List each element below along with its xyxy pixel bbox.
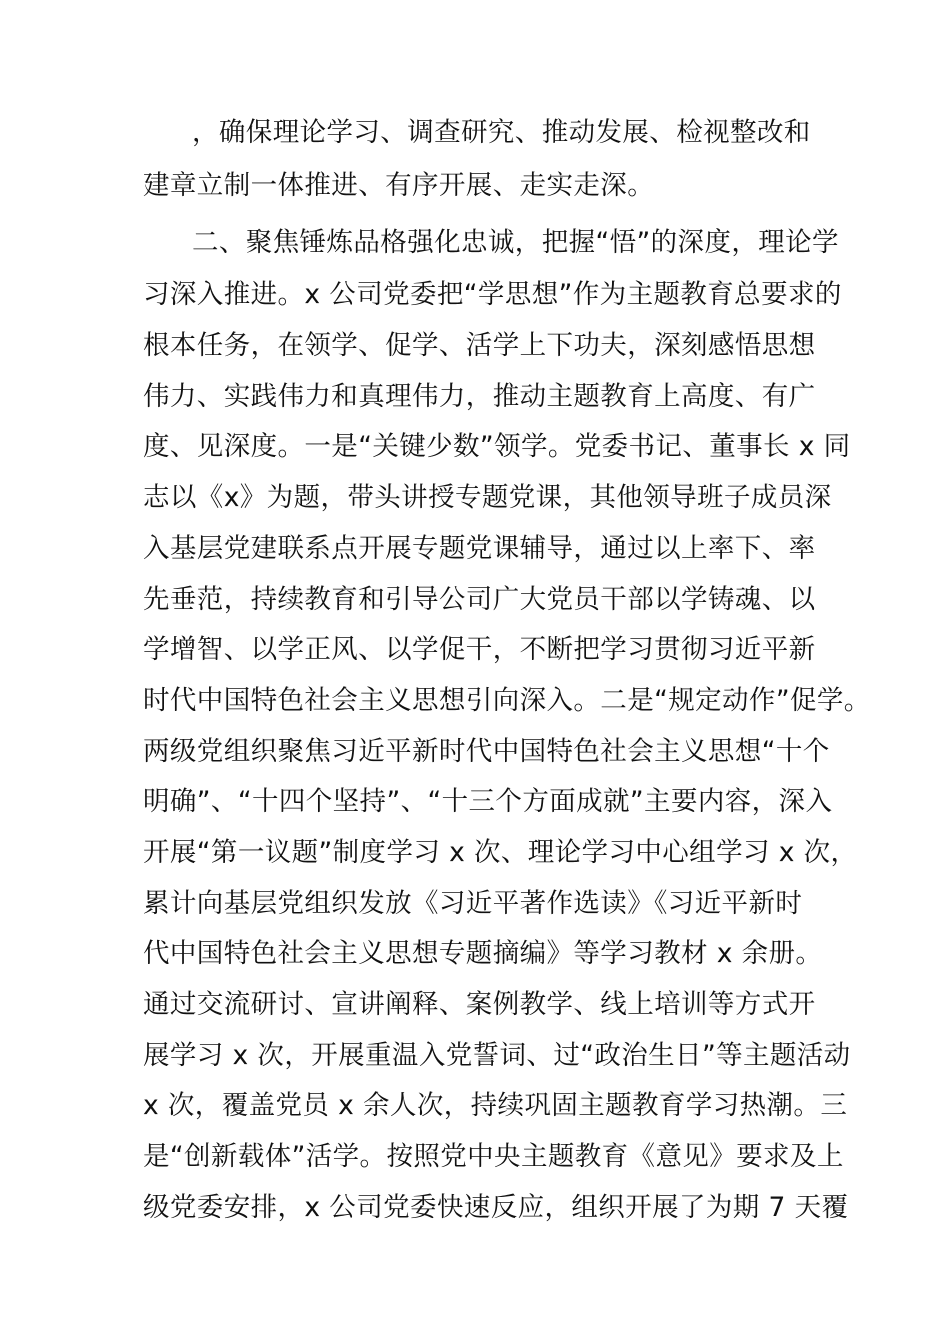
text-line-4: 习深入推进。x 公司党委把“学思想”作为主题教育总要求的 bbox=[143, 279, 842, 310]
text-line-7: 度、见深度。一是“关键少数”领学。党委书记、董事长 x 同 bbox=[143, 431, 851, 462]
text-line-5: 根本任务，在领学、促学、活学上下功夫，深刻感悟思想 bbox=[143, 330, 816, 361]
text-line-15: 开展“第一议题”制度学习 x 次、理论学习中心组学习 x 次， bbox=[143, 837, 858, 868]
text-line-17: 代中国特色社会主义思想专题摘编》等学习教材 x 余册。 bbox=[143, 938, 823, 969]
text-line-21: 是“创新载体”活学。按照党中央主题教育《意见》要求及上 bbox=[143, 1141, 844, 1172]
text-line-18: 通过交流研讨、宣讲阐释、案例教学、线上培训等方式开 bbox=[143, 989, 816, 1020]
text-line-9: 入基层党建联系点开展专题党课辅导，通过以上率下、率 bbox=[143, 533, 816, 564]
text-line-20: x 次，覆盖党员 x 余人次，持续巩固主题教育学习热潮。三 bbox=[143, 1090, 848, 1121]
text-line-2: 建章立制一体推进、有序开展、走实走深。 bbox=[143, 170, 655, 201]
text-line-8: 志以《x》为题，带头讲授专题党课，其他领导班子成员深 bbox=[143, 482, 832, 513]
text-line-6: 伟力、实践伟力和真理伟力，推动主题教育上高度、有广 bbox=[143, 381, 816, 412]
paragraph-heading-line: 二、聚焦锤炼品格强化忠诚，把握“悟”的深度，理论学 bbox=[192, 227, 839, 258]
text-line-10: 先垂范，持续教育和引导公司广大党员干部以学铸魂、以 bbox=[143, 584, 816, 615]
text-line-14: 明确”、“十四个坚持”、“十三个方面成就”主要内容，深入 bbox=[143, 786, 833, 817]
text-line-1: ，确保理论学习、调查研究、推动发展、检视整改和 bbox=[192, 117, 811, 148]
text-line-11: 学增智、以学正风、以学促干，不断把学习贯彻习近平新 bbox=[143, 634, 816, 665]
text-line-16: 累计向基层党组织发放《习近平著作选读》《习近平新时 bbox=[143, 888, 803, 919]
text-line-22: 级党委安排，x 公司党委快速反应，组织开展了为期 7 天覆 bbox=[143, 1192, 849, 1223]
text-line-12: 时代中国特色社会主义思想引向深入。二是“规定动作”促学。 bbox=[143, 685, 871, 716]
text-line-13: 两级党组织聚焦习近平新时代中国特色社会主义思想“十个 bbox=[143, 736, 830, 767]
text-line-19: 展学习 x 次，开展重温入党誓词、过“政治生日”等主题活动 bbox=[143, 1040, 851, 1071]
